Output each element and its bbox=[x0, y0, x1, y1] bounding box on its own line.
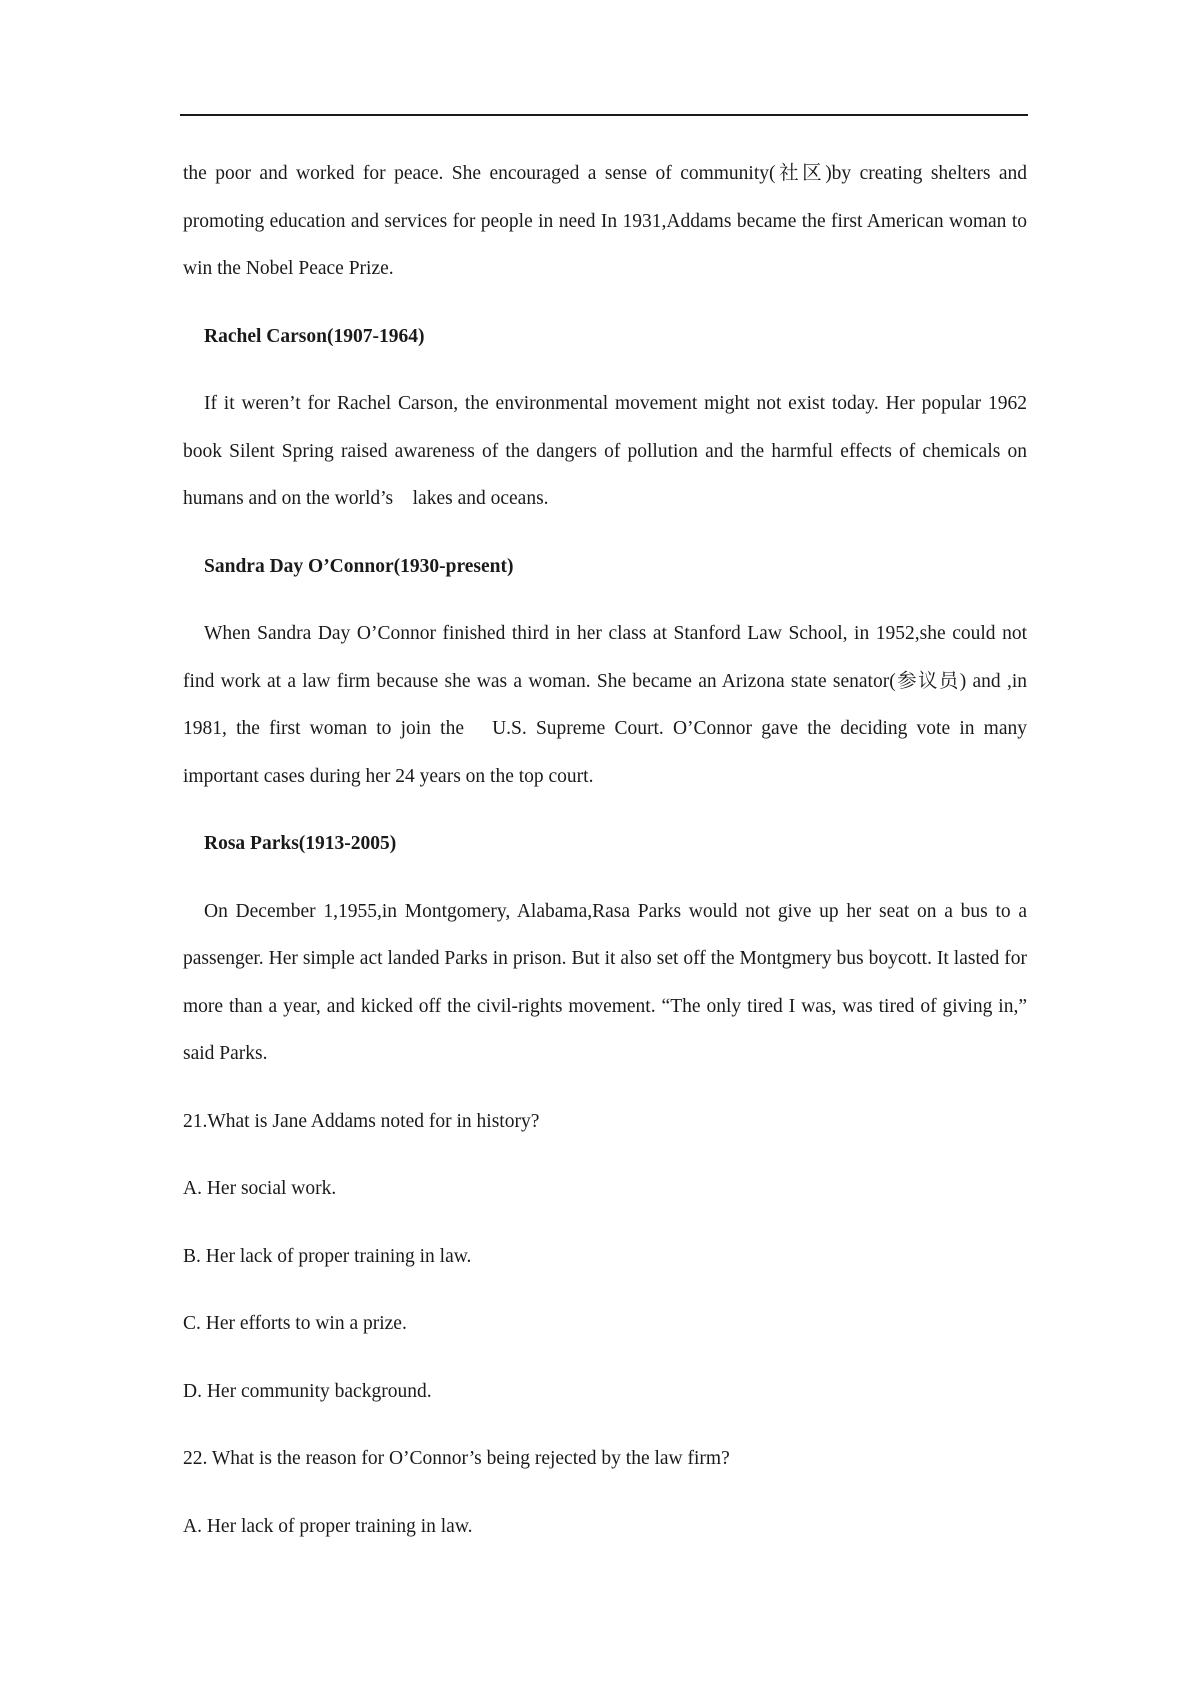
question-21-option-c: C. Her efforts to win a prize. bbox=[183, 1313, 407, 1334]
question-21-option-b: B. Her lack of proper training in law. bbox=[183, 1245, 472, 1267]
question-22-stem: 22. What is the reason for O’Connor’s being rejected by the law firm? bbox=[183, 1448, 730, 1469]
document-body bbox=[183, 150, 1027, 1550]
parks-heading: Rosa Parks(1913-2005) bbox=[204, 833, 397, 854]
oconnor-paragraph: When Sandra Day O’Connor finished third in her class at Stanford Law School, in 1952,she could not find work at a law firm because she was a woman. She became an Arizona state senator(参议员) and ,in 1981, the first woman to join the U.S. Supreme Court. O’Connor gave the deciding vote in many important cases during her 24 years on the top court. bbox=[183, 623, 1027, 787]
question-21-option-a: A. Her social work. bbox=[183, 1178, 337, 1199]
carson-heading: Rachel Carson(1907-1964) bbox=[204, 325, 425, 347]
header-rule bbox=[180, 114, 1028, 116]
addams-paragraph-end: the poor and worked for peace. She encouraged a sense of community(社区)by creating shelters and promoting education and services for people in need In 1931,Addams became the first American woman to win the Nobel Peace Prize. bbox=[183, 163, 1027, 279]
oconnor-heading: Sandra Day O’Connor(1930-present) bbox=[204, 555, 514, 577]
question-21-stem: 21.What is Jane Addams noted for in history? bbox=[183, 1110, 540, 1132]
question-21-option-d: D. Her community background. bbox=[183, 1380, 432, 1402]
question-22-option-a: A. Her lack of proper training in law. bbox=[183, 1515, 473, 1537]
carson-paragraph: If it weren’t for Rachel Carson, the environmental movement might not exist today. Her popular 1962 book Silent Spring raised awareness of the dangers of pollution and the harmful effects of chemicals on humans and on the world’s lakes and oceans. bbox=[183, 393, 1027, 509]
parks-paragraph: On December 1,1955,in Montgomery, Alabama,Rasa Parks would not give up her seat on a bus to a passenger. Her simple act landed Parks in prison. But it also set off the Montgmery bus boycott. It lasted for more than a year, and kicked off the civil-rights movement. “The only tired I was, was tired of giving in,” said Parks. bbox=[183, 900, 1027, 1064]
